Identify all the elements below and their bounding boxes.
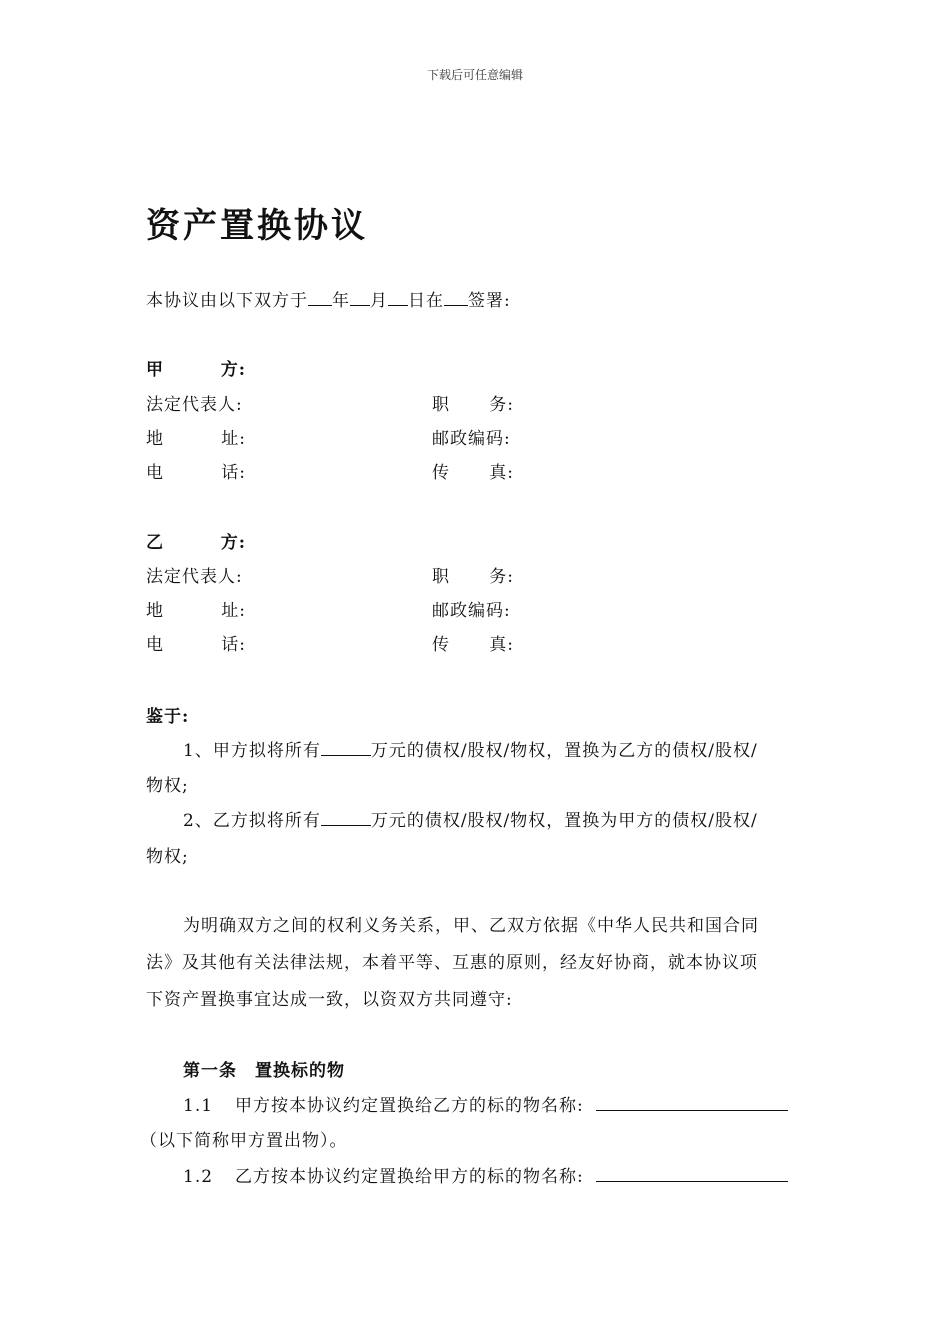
clause-1-1-text: 甲方按本协议约定置换给乙方的标的物名称:	[235, 1096, 584, 1116]
whereas-item-1-rest: 万元的债权/股权/物权，置换为乙方的债权/股权/	[370, 741, 758, 761]
whereas-item-2-rest: 万元的债权/股权/物权，置换为甲方的债权/股权/	[370, 811, 758, 831]
whereas-item-1-cont: 物权;	[146, 776, 189, 796]
whereas-item-2-cont: 物权;	[146, 847, 189, 867]
article-1-heading: 第一条 置换标的物	[183, 1061, 345, 1081]
preamble-line-1: 为明确双方之间的权利义务关系，甲、乙双方依据《中华人民共和国合同	[183, 916, 759, 936]
party-b-position	[432, 562, 514, 587]
clause-1-2-text: 乙方按本协议约定置换给甲方的标的物名称:	[235, 1167, 584, 1187]
party-b-address-left: 地	[146, 601, 164, 621]
day-blank	[388, 288, 408, 306]
party-a-phone-right: 话:	[221, 463, 246, 483]
clause-1-1-blank	[596, 1093, 788, 1111]
party-a-heading-right: 方:	[220, 360, 246, 380]
party-b-phone-left: 电	[146, 635, 164, 655]
year-blank	[308, 288, 332, 306]
party-a-heading	[146, 355, 246, 380]
whereas-item-1-blank	[321, 738, 371, 756]
party-a-position-right: 务:	[489, 395, 514, 415]
party-b-rep-label: 法定代表人:	[146, 567, 243, 587]
party-a-phone	[146, 458, 246, 483]
whereas-item-1-start: 1、甲方拟将所有	[183, 741, 321, 761]
clause-1-1-note: （以下简称甲方置出物）。	[140, 1131, 348, 1151]
party-b-postcode-label: 邮政编码:	[432, 601, 511, 621]
party-b-phone-right: 话:	[221, 635, 246, 655]
month-blank	[350, 288, 370, 306]
party-a-address-right: 址:	[221, 429, 246, 449]
party-a-fax-left: 传	[432, 463, 450, 483]
intro-text: 本协议由以下双方于	[146, 291, 308, 311]
party-a-postcode-label: 邮政编码:	[432, 429, 511, 449]
clause-1-2	[183, 1162, 788, 1187]
party-a-position-left: 职	[432, 395, 450, 415]
party-a-fax	[432, 458, 514, 483]
party-b-position-right: 务:	[489, 567, 514, 587]
party-b-heading	[146, 528, 246, 553]
party-a-rep-label: 法定代表人:	[146, 395, 243, 415]
intro-signed: 签署:	[468, 291, 511, 311]
party-b-heading-left: 乙	[146, 533, 164, 553]
clause-1-2-blank	[596, 1164, 788, 1182]
whereas-item-2-start: 2、乙方拟将所有	[183, 811, 321, 831]
party-b-position-left: 职	[432, 567, 450, 587]
party-b-fax	[432, 630, 514, 655]
clause-1-2-number: 1.2	[183, 1167, 214, 1187]
party-a-fax-right: 真:	[489, 463, 514, 483]
intro-year: 年	[332, 291, 350, 311]
party-a-address-left: 地	[146, 429, 164, 449]
preamble-line-2: 法》及其他有关法律法规，本着平等、互惠的原则，经友好协商，就本协议项	[146, 953, 758, 973]
clause-1-1	[183, 1091, 788, 1116]
party-b-fax-left: 传	[432, 635, 450, 655]
intro-day: 日在	[408, 291, 444, 311]
party-b-fax-right: 真:	[489, 635, 514, 655]
whereas-heading: 鉴于:	[146, 707, 190, 727]
clause-1-1-number: 1.1	[183, 1096, 214, 1116]
whereas-item-2-blank	[321, 808, 371, 826]
intro-month: 月	[370, 291, 388, 311]
intro-line	[146, 286, 511, 311]
party-a-address	[146, 424, 246, 449]
party-b-address-right: 址:	[221, 601, 246, 621]
party-b-address	[146, 596, 246, 621]
header-note: 下载后可任意编辑	[426, 68, 523, 82]
place-blank	[444, 288, 468, 306]
preamble-line-3: 下资产置换事宜达成一致，以资双方共同遵守:	[146, 990, 513, 1010]
whereas-item-2	[183, 806, 758, 831]
party-a-heading-left: 甲	[146, 360, 164, 380]
party-a-phone-left: 电	[146, 463, 164, 483]
party-b-heading-right: 方:	[220, 533, 246, 553]
party-b-phone	[146, 630, 246, 655]
party-a-position	[432, 390, 514, 415]
document-title: 资产置换协议	[146, 206, 368, 246]
whereas-item-1	[183, 736, 758, 761]
